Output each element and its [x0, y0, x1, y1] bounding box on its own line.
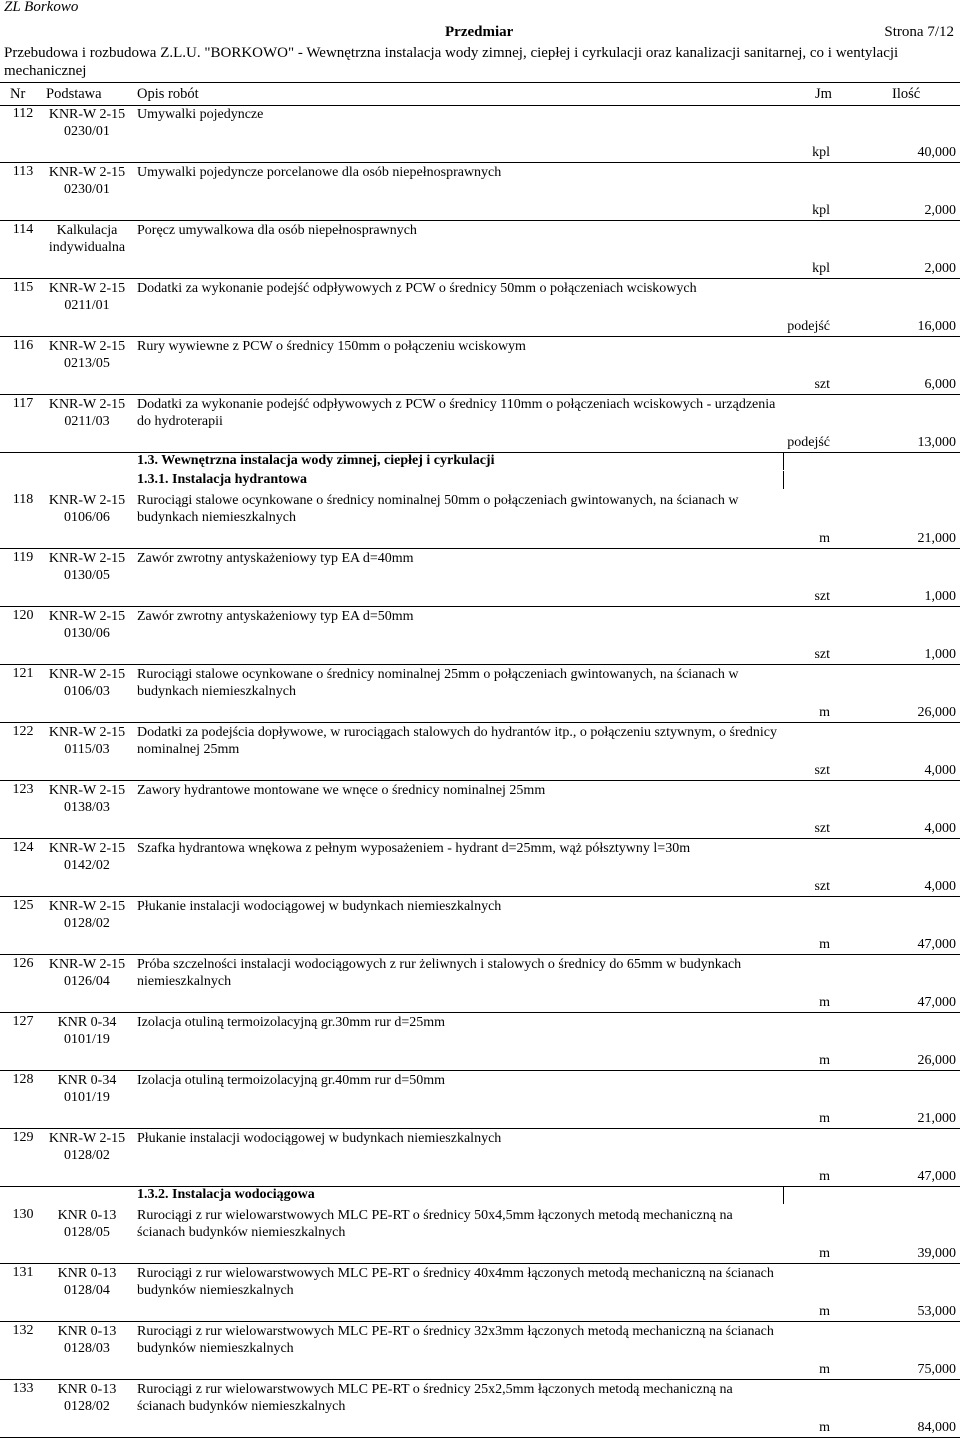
section-heading	[0, 1186, 960, 1204]
item-unit: szt	[814, 763, 830, 778]
item-basis	[43, 280, 131, 314]
item-basis-line: indywidualna	[48, 240, 126, 255]
item-basis	[43, 666, 131, 700]
item-unit: m	[819, 1053, 830, 1068]
item-number: 125	[12, 898, 34, 913]
item-number: 113	[12, 164, 34, 179]
table-row	[0, 220, 960, 279]
table-row	[0, 548, 960, 607]
column-header-nr: Nr	[10, 86, 26, 102]
item-basis-line: KNR-W 2-15	[48, 841, 126, 856]
item-quantity: 47,000	[917, 1169, 956, 1184]
item-description: Rurociągi stalowe ocynkowane o średnicy nominalnej 25mm o połączeniach gwintowanych, na ścianach w budynkach niemieszkalnych	[137, 667, 739, 699]
item-basis	[43, 782, 131, 816]
item-basis-line: KNR-W 2-15	[48, 783, 126, 798]
item-description: Izolacja otuliną termoizolacyjną gr.30mm rur d=25mm	[137, 1015, 446, 1030]
item-basis-line: 0128/02	[64, 1148, 110, 1163]
item-basis	[43, 164, 131, 198]
item-number: 115	[12, 280, 34, 295]
item-basis-line: 0138/03	[64, 800, 110, 815]
item-unit: m	[819, 1420, 830, 1435]
item-quantity: 21,000	[917, 1111, 956, 1126]
section-heading-text: 1.3. Wewnętrzna instalacja wody zimnej, ciepłej i cyrkulacji	[137, 453, 495, 468]
item-number: 120	[12, 608, 34, 623]
item-basis	[43, 396, 131, 430]
item-description: Umywalki pojedyncze porcelanowe dla osób niepełnosprawnych	[137, 165, 502, 180]
item-basis-line: 0230/01	[64, 182, 110, 197]
item-basis-line: KNR-W 2-15	[48, 493, 126, 508]
item-basis-line: 0128/04	[64, 1283, 110, 1298]
item-number: 126	[12, 956, 34, 971]
table-row	[0, 1205, 960, 1264]
item-description: Dodatki za wykonanie podejść odpływowych z PCW o średnicy 110mm o połączeniach wciskowych - urządzenia do hydroterapii	[137, 397, 776, 429]
item-basis	[43, 1381, 131, 1415]
item-basis	[43, 608, 131, 642]
item-basis-line: KNR-W 2-15	[48, 397, 126, 412]
item-basis-line: KNR 0-34	[57, 1015, 117, 1030]
item-unit: szt	[814, 821, 830, 836]
item-basis-line: KNR-W 2-15	[48, 725, 126, 740]
item-basis-line: Kalkulacja	[56, 223, 118, 238]
item-quantity: 21,000	[917, 531, 956, 546]
table-row	[0, 394, 960, 453]
item-basis-line: 0142/02	[64, 858, 110, 873]
item-description: Umywalki pojedyncze	[137, 107, 264, 122]
item-basis-line: 0128/03	[64, 1341, 110, 1356]
item-unit: m	[819, 1111, 830, 1126]
project-title: Przebudowa i rozbudowa Z.L.U. "BORKOWO" - Wewnętrzna instalacja wody zimnej, ciepłej i cyrkulacji oraz kanalizacji sanitarnej, co i wentylacji mechanicznej	[4, 45, 899, 79]
item-quantity: 84,000	[917, 1420, 956, 1435]
item-quantity: 47,000	[917, 995, 956, 1010]
item-basis	[43, 898, 131, 932]
item-unit: m	[819, 705, 830, 720]
item-description: Płukanie instalacji wodociągowej w budynkach niemieszkalnych	[137, 1131, 502, 1146]
item-basis	[43, 222, 131, 256]
item-number: 118	[12, 492, 34, 507]
item-number: 116	[12, 338, 34, 353]
item-description: Poręcz umywalkowa dla osób niepełnosprawnych	[137, 223, 417, 238]
table-row	[0, 606, 960, 665]
table-row	[0, 490, 960, 549]
item-description: Zawór zwrotny antyskażeniowy typ EA d=40mm	[137, 551, 414, 566]
item-quantity: 26,000	[917, 1053, 956, 1068]
item-number: 132	[12, 1323, 34, 1338]
item-number: 122	[12, 724, 34, 739]
column-header-description: Opis robót	[137, 86, 199, 102]
item-basis-line: 0128/02	[64, 916, 110, 931]
item-description: Zawór zwrotny antyskażeniowy typ EA d=50mm	[137, 609, 414, 624]
item-basis-line: 0128/05	[64, 1225, 110, 1240]
item-basis-line: KNR-W 2-15	[48, 281, 126, 296]
item-quantity: 1,000	[924, 589, 956, 604]
table-row	[0, 1379, 960, 1438]
item-unit: m	[819, 1246, 830, 1261]
item-basis-line: KNR-W 2-15	[48, 667, 126, 682]
section-heading-cell	[0, 471, 784, 489]
item-unit: podejść	[787, 435, 830, 450]
item-number: 131	[12, 1265, 34, 1280]
item-description: Rurociągi z rur wielowarstwowych MLC PE-RT o średnicy 25x2,5mm łączonych metodą mechaniczną na ścianach budynków niemieszkalnych	[137, 1382, 733, 1414]
item-quantity: 16,000	[917, 319, 956, 334]
item-basis-line: 0106/03	[64, 684, 110, 699]
company-name: ZL Borkowo	[4, 0, 79, 15]
item-quantity: 13,000	[917, 435, 956, 450]
item-number: 123	[12, 782, 34, 797]
item-number: 119	[12, 550, 34, 565]
item-basis-line: KNR-W 2-15	[48, 551, 126, 566]
item-basis-line: 0115/03	[64, 742, 110, 757]
item-basis-line: KNR-W 2-15	[48, 165, 126, 180]
item-unit: szt	[814, 879, 830, 894]
item-unit: m	[819, 531, 830, 546]
item-unit: szt	[814, 647, 830, 662]
item-basis	[43, 1265, 131, 1299]
item-quantity: 4,000	[924, 821, 956, 836]
table-row	[0, 162, 960, 221]
item-description: Izolacja otuliną termoizolacyjną gr.40mm rur d=50mm	[137, 1073, 446, 1088]
item-quantity: 26,000	[917, 705, 956, 720]
item-basis	[43, 1072, 131, 1106]
item-unit: szt	[814, 589, 830, 604]
item-quantity: 39,000	[917, 1246, 956, 1261]
section-heading-text: 1.3.1. Instalacja hydrantowa	[137, 472, 307, 487]
table-row	[0, 336, 960, 395]
column-header-row	[0, 82, 960, 106]
item-unit: kpl	[812, 261, 830, 276]
item-basis-line: 0211/03	[64, 414, 110, 429]
item-basis	[43, 1323, 131, 1357]
item-basis-line: 0230/01	[64, 124, 110, 139]
table-row	[0, 780, 960, 839]
item-basis	[43, 1014, 131, 1048]
item-unit: m	[819, 995, 830, 1010]
section-heading-cell	[0, 1186, 784, 1204]
item-basis	[43, 550, 131, 584]
item-basis	[43, 338, 131, 372]
item-basis	[43, 724, 131, 758]
item-number: 130	[12, 1207, 34, 1222]
section-heading	[0, 452, 960, 470]
item-number: 117	[12, 396, 34, 411]
item-basis-line: KNR-W 2-15	[48, 339, 126, 354]
table-row	[0, 104, 960, 163]
table-row	[0, 1070, 960, 1129]
item-description: Szafka hydrantowa wnękowa z pełnym wyposażeniem - hydrant d=25mm, wąż półsztywny l=30m	[137, 841, 691, 856]
document-title: Przedmiar	[445, 24, 514, 40]
item-number: 128	[12, 1072, 34, 1087]
item-description: Dodatki za wykonanie podejść odpływowych z PCW o średnicy 50mm o połączeniach wciskowych	[137, 281, 697, 296]
item-basis-line: 0126/04	[64, 974, 110, 989]
item-quantity: 1,000	[924, 647, 956, 662]
item-quantity: 75,000	[917, 1362, 956, 1377]
item-quantity: 53,000	[917, 1304, 956, 1319]
item-unit: szt	[814, 377, 830, 392]
item-basis-line: KNR-W 2-15	[48, 609, 126, 624]
table-row	[0, 1128, 960, 1187]
table-row	[0, 954, 960, 1013]
section-heading	[0, 471, 960, 489]
item-quantity: 2,000	[924, 203, 956, 218]
table-row	[0, 664, 960, 723]
item-basis	[43, 492, 131, 526]
item-quantity: 47,000	[917, 937, 956, 952]
item-basis	[43, 1207, 131, 1241]
item-basis-line: KNR-W 2-15	[48, 1131, 126, 1146]
item-number: 133	[12, 1381, 34, 1396]
item-basis-line: 0101/19	[64, 1032, 110, 1047]
item-description: Próba szczelności instalacji wodociągowych z rur żeliwnych i stalowych o średnicy do 65mm w budynkach niemieszkalnych	[137, 957, 742, 989]
item-basis-line: 0130/06	[64, 626, 110, 641]
item-basis-line: KNR 0-13	[57, 1266, 117, 1281]
table-row	[0, 1321, 960, 1380]
item-quantity: 40,000	[917, 145, 956, 160]
item-description: Dodatki za podejścia dopływowe, w rurociągach stalowych do hydrantów itp., o połączeniu sztywnym, o średnicy nominalnej 25mm	[137, 725, 777, 757]
section-heading-text: 1.3.2. Instalacja wodociągowa	[137, 1187, 315, 1202]
item-basis	[43, 840, 131, 874]
item-unit: m	[819, 1304, 830, 1319]
table-row	[0, 1012, 960, 1071]
item-basis-line: 0101/19	[64, 1090, 110, 1105]
item-basis-line: KNR-W 2-15	[48, 957, 126, 972]
item-basis-line: KNR 0-13	[57, 1382, 117, 1397]
item-unit: m	[819, 1362, 830, 1377]
item-basis-line: 0130/05	[64, 568, 110, 583]
item-description: Płukanie instalacji wodociągowej w budynkach niemieszkalnych	[137, 899, 502, 914]
table-row	[0, 896, 960, 955]
item-description: Rurociągi stalowe ocynkowane o średnicy nominalnej 50mm o połączeniach gwintowanych, na ścianach w budynkach niemieszkalnych	[137, 493, 739, 525]
item-unit: kpl	[812, 145, 830, 160]
item-description: Rurociągi z rur wielowarstwowych MLC PE-RT o średnicy 40x4mm łączonych metodą mechaniczną na ścianach budynków niemieszkalnych	[137, 1266, 774, 1298]
item-basis-line: KNR-W 2-15	[48, 107, 126, 122]
item-basis-line: 0106/06	[64, 510, 110, 525]
item-basis	[43, 956, 131, 990]
item-number: 112	[12, 106, 34, 121]
item-unit: m	[819, 937, 830, 952]
table-row	[0, 278, 960, 337]
item-description: Rurociągi z rur wielowarstwowych MLC PE-RT o średnicy 50x4,5mm łączonych metodą mechaniczną na ścianach budynków niemieszkalnych	[137, 1208, 733, 1240]
item-unit: podejść	[787, 319, 830, 334]
item-description: Rury wywiewne z PCW o średnicy 150mm o połączeniu wciskowym	[137, 339, 526, 354]
column-header-unit: Jm	[815, 86, 832, 102]
column-header-quantity: Ilość	[892, 86, 921, 102]
item-unit: kpl	[812, 203, 830, 218]
item-unit: m	[819, 1169, 830, 1184]
item-quantity: 4,000	[924, 763, 956, 778]
item-number: 114	[12, 222, 34, 237]
page-number: Strona 7/12	[884, 24, 954, 40]
item-basis-line: 0213/05	[64, 356, 110, 371]
item-basis	[43, 1130, 131, 1164]
table-row	[0, 1263, 960, 1322]
item-basis-line: KNR 0-13	[57, 1324, 117, 1339]
item-number: 129	[12, 1130, 34, 1145]
table-row	[0, 722, 960, 781]
item-number: 121	[12, 666, 34, 681]
item-basis-line: 0128/02	[64, 1399, 110, 1414]
item-description: Rurociągi z rur wielowarstwowych MLC PE-RT o średnicy 32x3mm łączonych metodą mechaniczną na ścianach budynków niemieszkalnych	[137, 1324, 774, 1356]
column-header-basis: Podstawa	[46, 86, 102, 102]
item-basis	[43, 106, 131, 140]
item-quantity: 4,000	[924, 879, 956, 894]
item-basis-line: KNR 0-13	[57, 1208, 117, 1223]
item-description: Zawory hydrantowe montowane we wnęce o średnicy nominalnej 25mm	[137, 783, 546, 798]
item-basis-line: KNR 0-34	[57, 1073, 117, 1088]
item-basis-line: KNR-W 2-15	[48, 899, 126, 914]
item-number: 127	[12, 1014, 34, 1029]
item-quantity: 6,000	[924, 377, 956, 392]
item-number: 124	[12, 840, 34, 855]
table-row	[0, 838, 960, 897]
item-basis-line: 0211/01	[64, 298, 110, 313]
item-quantity: 2,000	[924, 261, 956, 276]
